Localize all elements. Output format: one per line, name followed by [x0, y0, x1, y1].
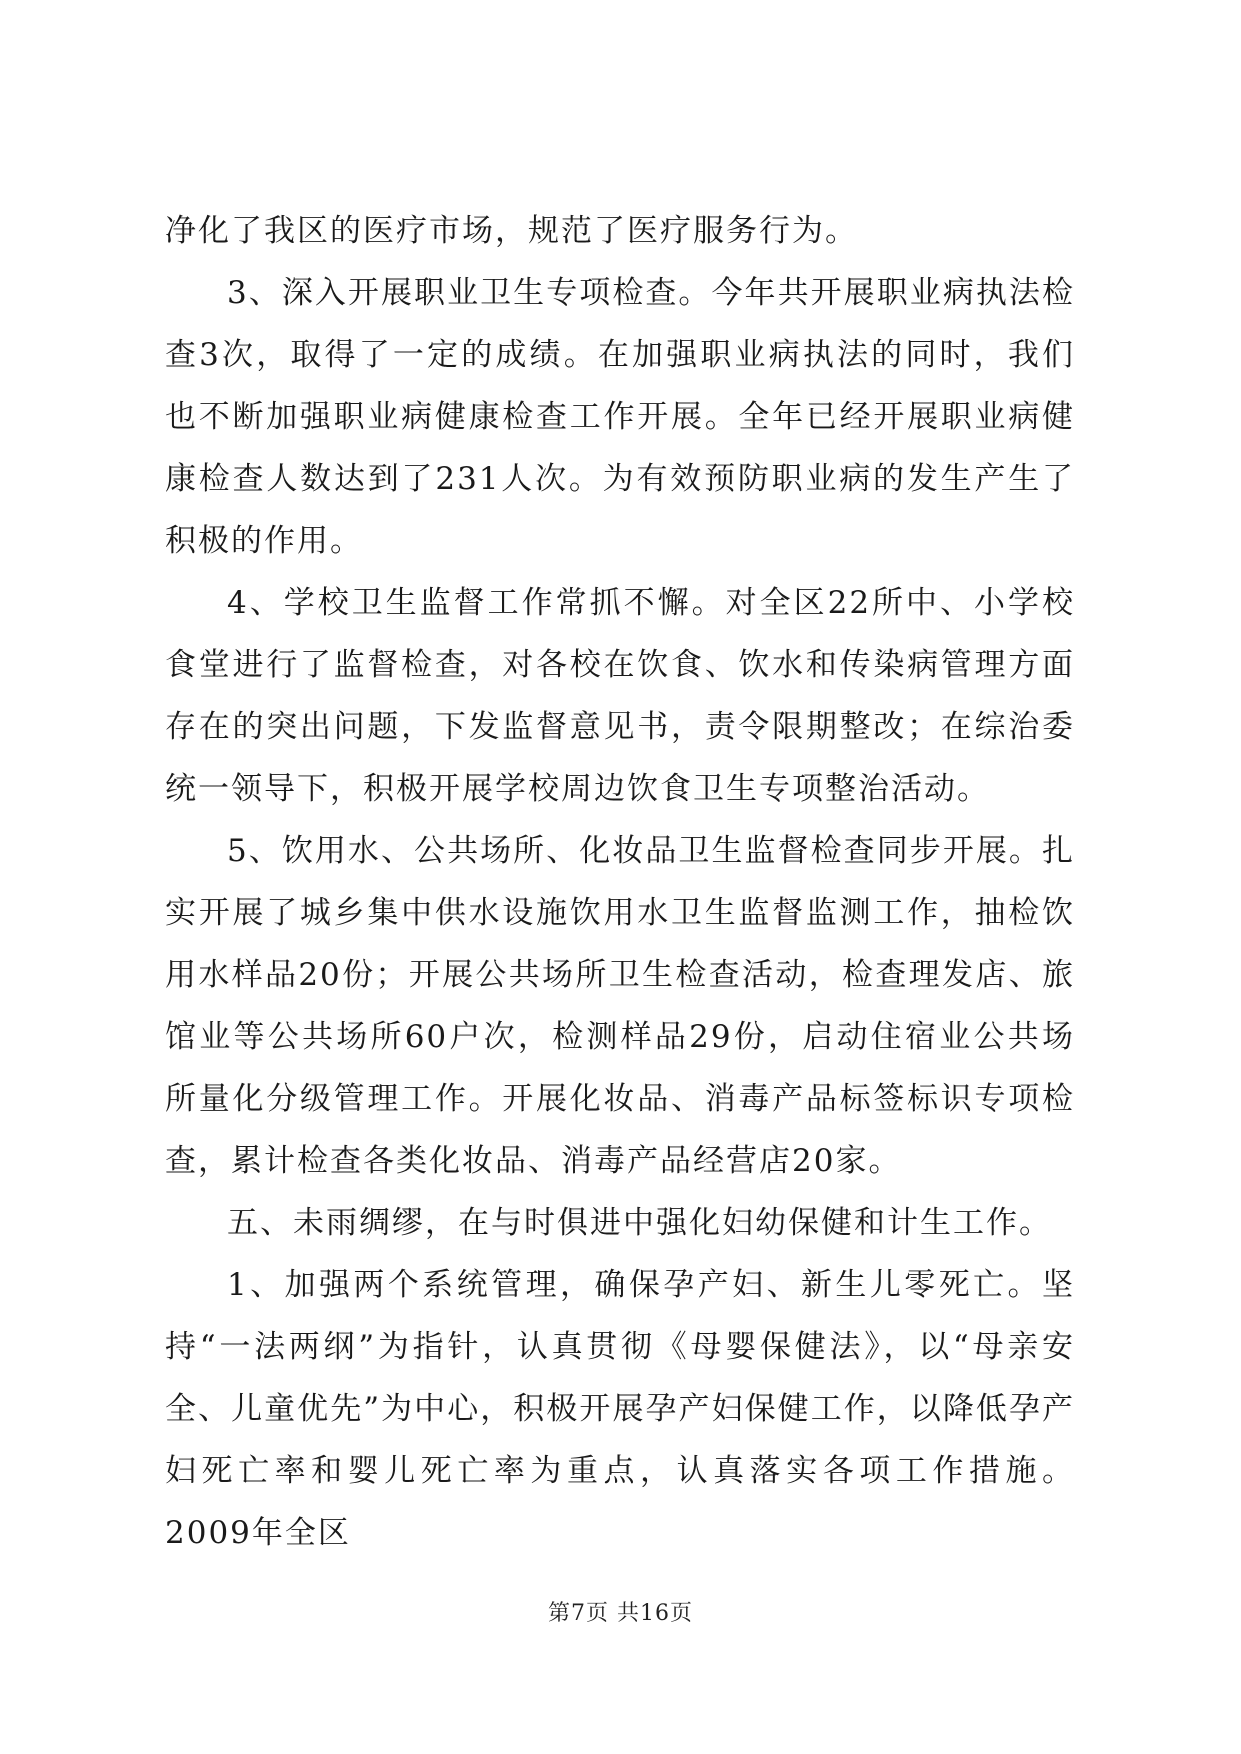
section-heading-maternal-child: 五、未雨绸缪，在与时俱进中强化妇幼保健和计生工作。: [227, 1205, 1052, 1241]
document-body: [165, 200, 1075, 1564]
paragraph-school-hygiene: 4、学校卫生监督工作常抓不懈。对全区22所中、小学校食堂进行了监督检查，对各校在饮食、饮水和传染病管理方面存在的突出问题，下发监督意见书，责令限期整改；在综治委统一领导下，积极开展学校周边饮食卫生专项整治活动。: [165, 585, 1075, 807]
paragraph-occupational-health: 3、深入开展职业卫生专项检查。今年共开展职业病执法检查3次，取得了一定的成绩。在加强职业病执法的同时，我们也不断加强职业病健康检查工作开展。全年已经开展职业病健康检查人数达到了231人次。为有效预防职业病的发生产生了积极的作用。: [165, 275, 1075, 559]
paragraph-water-public-cosmetics: 5、饮用水、公共场所、化妆品卫生监督检查同步开展。扎实开展了城乡集中供水设施饮用水卫生监督监测工作，抽检饮用水样品20份；开展公共场所卫生检查活动，检查理发店、旅馆业等公共场所60户次，检测样品29份，启动住宿业公共场所量化分级管理工作。开展化妆品、消毒产品标签标识专项检查，累计检查各类化妆品、消毒产品经营店20家。: [165, 833, 1075, 1179]
paragraph-continuation: 净化了我区的医疗市场，规范了医疗服务行为。: [165, 213, 858, 249]
page-footer: 第7页 共16页: [548, 1601, 693, 1626]
paragraph-two-systems: 1、加强两个系统管理，确保孕产妇、新生儿零死亡。坚持“一法两纲”为指针，认真贯彻《母婴保健法》，以“母亲安全、儿童优先”为中心，积极开展孕产妇保健工作，以降低孕产妇死亡率和婴儿死亡率为重点，认真落实各项工作措施。2009年全区: [165, 1267, 1075, 1551]
